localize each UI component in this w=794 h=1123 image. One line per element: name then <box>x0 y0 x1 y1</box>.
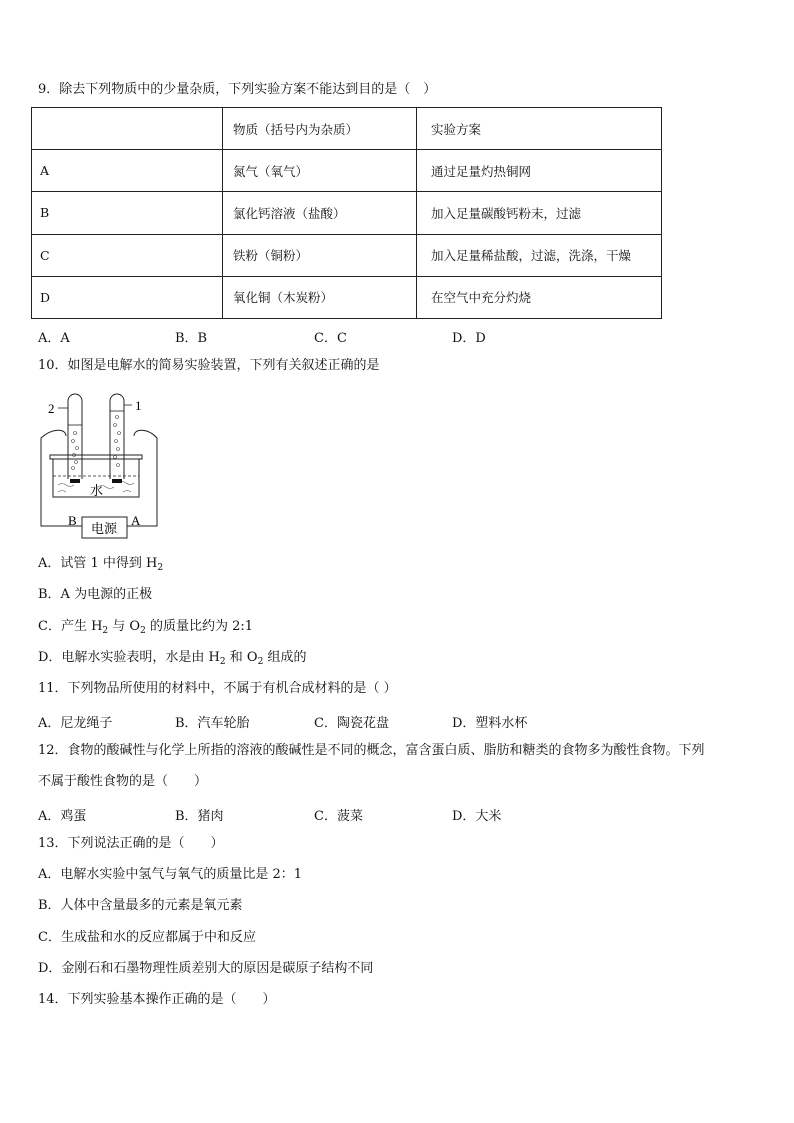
q12-option-c: C．菠菜 <box>314 809 363 824</box>
q10-option-c <box>38 619 253 635</box>
row-label: A <box>32 150 223 192</box>
q13-option-d: D．金刚石和石墨物理性质差别大的原因是碳原子结构不同 <box>38 961 374 976</box>
q11-option-a: A．尼龙绳子 <box>38 716 113 731</box>
row-label: B <box>32 192 223 234</box>
subscript: 2 <box>157 563 164 573</box>
q9-option-c: C．C <box>314 331 347 346</box>
row-substance: 氧化铜（木炭粉） <box>223 276 417 318</box>
q11-option-b: B．汽车轮胎 <box>175 716 250 731</box>
q11-option-c: C．陶瓷花盘 <box>314 716 389 731</box>
tube-1-label: 1 <box>135 398 142 413</box>
subscript: 2 <box>219 657 226 667</box>
q10-option-d-text: 和 O <box>229 650 258 665</box>
q11-option-d: D．塑料水杯 <box>452 716 528 731</box>
tube-2-label: 2 <box>48 401 55 416</box>
row-method: 在空气中充分灼烧 <box>417 276 662 318</box>
q10-option-b: B．A 为电源的正极 <box>38 587 153 602</box>
table-header-cell <box>32 108 223 150</box>
q9-option-d: D．D <box>452 331 486 346</box>
row-substance: 氮气（氧气） <box>223 150 417 192</box>
beaker-rim <box>50 455 142 459</box>
q10-option-d <box>38 650 306 666</box>
row-substance: 铁粉（铜粉） <box>223 234 417 276</box>
q14-stem: 14．下列实验基本操作正确的是（ ） <box>38 992 276 1007</box>
table-row <box>32 192 662 234</box>
q12-stem-line1: 12．食物的酸碱性与化学上所指的溶液的酸碱性是不同的概念，富含蛋白质、脂肪和糖类的食物多为酸性食物。下列 <box>38 743 705 758</box>
electrode-b <box>70 479 80 483</box>
row-label: D <box>32 276 223 318</box>
q13-stem: 13．下列说法正确的是（ ） <box>38 836 224 851</box>
wire-right <box>127 430 157 526</box>
q10-option-c-text: C．产生 H <box>38 619 103 634</box>
power-supply-label: 电源 <box>91 521 118 536</box>
q13-option-c: C．生成盐和水的反应都属于中和反应 <box>38 930 256 945</box>
q10-option-c-text: 的质量比约为 2:1 <box>149 619 254 634</box>
q12-option-d: D．大米 <box>452 809 502 824</box>
q12-option-b: B．猪肉 <box>175 809 224 824</box>
water-label: 水 <box>90 483 104 498</box>
subscript: 2 <box>102 626 109 636</box>
q12-stem-line2: 不属于酸性食物的是（ ） <box>38 774 208 789</box>
q13-option-b: B．人体中含量最多的元素是氧元素 <box>38 898 243 913</box>
q11-stem: 11．下列物品所使用的材料中，不属于有机合成材料的是（ ） <box>38 681 397 696</box>
q13-option-a: A．电解水实验中氢气与氧气的质量比是 2：1 <box>38 867 303 882</box>
subscript: 2 <box>257 657 264 667</box>
q10-option-d-text: 组成的 <box>267 650 307 665</box>
terminal-a-label: A <box>131 513 141 528</box>
row-label: C <box>32 234 223 276</box>
q10-stem: 10．如图是电解水的简易实验装置，下列有关叙述正确的是 <box>38 358 380 373</box>
q9-stem: 9．除去下列物质中的少量杂质，下列实验方案不能达到目的是（ ） <box>38 82 437 97</box>
electrolysis-diagram <box>38 393 163 543</box>
q10-option-a-text: A．试管 1 中得到 H <box>38 556 158 571</box>
q9-option-a: A．A <box>38 331 70 346</box>
table-row <box>32 234 662 276</box>
subscript: 2 <box>140 626 146 636</box>
q10-option-a <box>38 556 163 572</box>
q10-option-c-text: 与 O <box>112 619 141 634</box>
tube-2-bubbles <box>72 432 79 470</box>
row-substance: 氯化钙溶液（盐酸） <box>223 192 417 234</box>
q12-option-a: A．鸡蛋 <box>38 809 87 824</box>
test-tube-2 <box>68 394 82 479</box>
row-method: 加入足量碳酸钙粉末，过滤 <box>417 192 662 234</box>
table-row <box>32 276 662 318</box>
row-method: 通过足量灼热铜网 <box>417 150 662 192</box>
table-header-row <box>32 108 662 150</box>
table-header-cell: 实验方案 <box>417 108 662 150</box>
terminal-b-label: B <box>68 513 77 528</box>
q9-table <box>31 107 662 319</box>
electrode-a <box>112 479 122 483</box>
row-method: 加入足量稀盐酸，过滤，洗涤，干燥 <box>417 234 662 276</box>
q9-option-b: B．B <box>175 331 208 346</box>
q10-option-d-text: D．电解水实验表明，水是由 H <box>38 650 220 665</box>
table-header-cell: 物质（括号内为杂质） <box>223 108 417 150</box>
table-row <box>32 150 662 192</box>
